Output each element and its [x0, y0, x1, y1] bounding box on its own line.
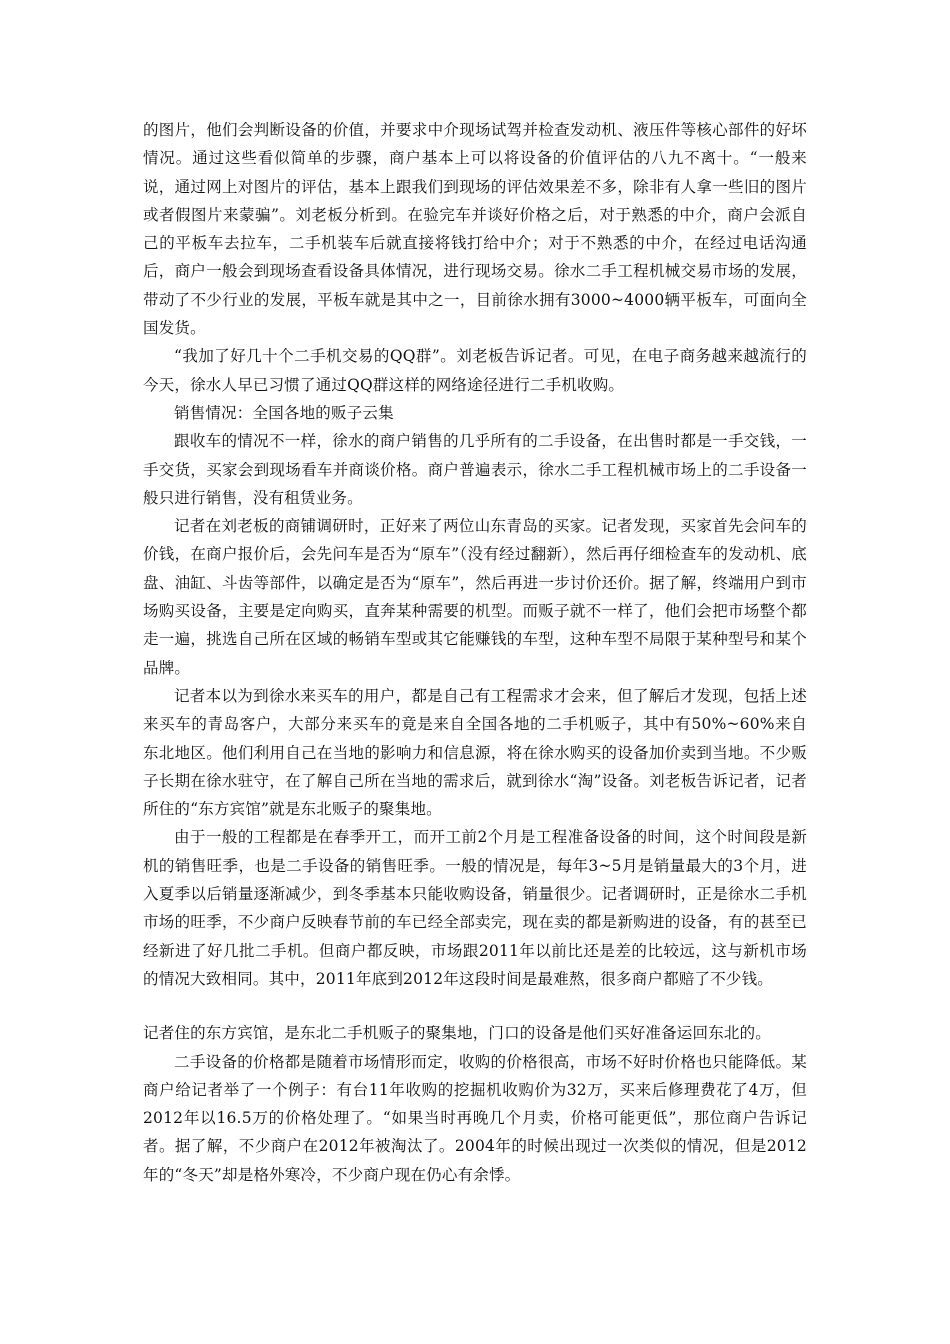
paragraph-5: 记者本以为到徐水来买车的用户，都是自己有工程需求才会来，但了解后才发现，包括上述来买车的青岛客户，大部分来买车的竟是来自全国各地的二手机贩子，其中有50%~60%来自东北地区。他们利用自己在当地的影响力和信息源，将在徐水购买的设备加价卖到当地。不少贩子长期在徐水驻守，在了解自己所在当地的需求后，就到徐水“淘”设备。刘老板告诉记者，记者所住的“东方宾馆”就是东北贩子的聚集地。	[143, 686, 807, 819]
paragraph-1: 的图片，他们会判断设备的价值，并要求中介现场试驾并检查发动机、液压件等核心部件的好坏情况。通过这些看似简单的步骤，商户基本上可以将设备的价值评估的八九不离十。“一般来说，通过网上对图片的评估，基本上跟我们到现场的评估效果差不多，除非有人拿一些旧的图片或者假图片来蒙骗”。刘老板分析到。在验完车并谈好价格之后，对于熟悉的中介，商户会派自己的平板车去拉车，二手机装车后就直接将钱打给中介；对于不熟悉的中介，在经过电话沟通后，商户一般会到现场查看设备具体情况，进行现场交易。徐水二手工程机械交易市场的发展，带动了不少行业的发展，平板车就是其中之一，目前徐水拥有3000~4000辆平板车，可面向全国发货。	[143, 121, 807, 338]
image-gap	[143, 993, 807, 1019]
paragraph-7: 二手设备的价格都是随着市场情形而定，收购的价格很高，市场不好时价格也只能降低。某商户给记者举了一个例子：有台11年收购的挖掘机收购价为32万，买来后修理费花了4万，但2012年以16.5万的价格处理了。“如果当时再晚几个月卖，价格可能更低”，那位商户告诉记者。据了解，不少商户在2012年被淘汰了。2004年的时候出现过一次类似的情况，但是2012年的“冬天”却是格外寒冷，不少商户现在仍心有余悸。	[143, 1052, 807, 1184]
paragraph-2: “我加了好几十个二手机交易的QQ群”。刘老板告诉记者。可见，在电子商务越来越流行的今天，徐水人早已习惯了通过QQ群这样的网络途径进行二手机收购。	[143, 347, 807, 394]
paragraph-3: 跟收车的情况不一样，徐水的商户销售的几乎所有的二手设备，在出售时都是一手交钱，一手交货，买家会到现场看车并商谈价格。商户普遍表示，徐水二手工程机械市场上的二手设备一般只进行销售，没有租赁业务。	[143, 432, 807, 507]
paragraph-4: 记者在刘老板的商铺调研时，正好来了两位山东青岛的买家。记者发现，买家首先会问车的价钱，在商户报价后，会先问车是否为“原车”（没有经过翻新），然后再仔细检查车的发动机、底盘、油缸、斗齿等部件，以确定是否为“原车”，然后再进一步讨价还价。据了解，终端用户到市场购买设备，主要是定向购买，直奔某种需要的机型。而贩子就不一样了，他们会把市场整个都走一遍，挑选自己所在区域的畅销车型或其它能赚钱的车型，这种车型不局限于某种型号和某个品牌。	[143, 517, 807, 677]
document-body	[143, 116, 807, 1189]
paragraph-6: 由于一般的工程都是在春季开工，而开工前2个月是工程准备设备的时间，这个时间段是新机的销售旺季，也是二手设备的销售旺季。一般的情况是，每年3~5月是销量最大的3个月，进入夏季以后销量逐渐减少，到冬季基本只能收购设备，销量很少。记者调研时，正是徐水二手机市场的旺季，不少商户反映春节前的车已经全部卖完，现在卖的都是新购进的设备，有的甚至已经新进了好几批二手机。但商户都反映，市场跟2011年以前比还是差的比较远，这与新机市场的情况大致相同。其中，2011年底到2012年这段时间是最难熬，很多商户都赔了不少钱。	[143, 828, 807, 988]
photo-caption: 记者住的东方宾馆，是东北二手机贩子的聚集地，门口的设备是他们买好准备运回东北的。	[143, 1024, 772, 1043]
section-heading: 销售情况：全国各地的贩子云集	[174, 403, 394, 422]
